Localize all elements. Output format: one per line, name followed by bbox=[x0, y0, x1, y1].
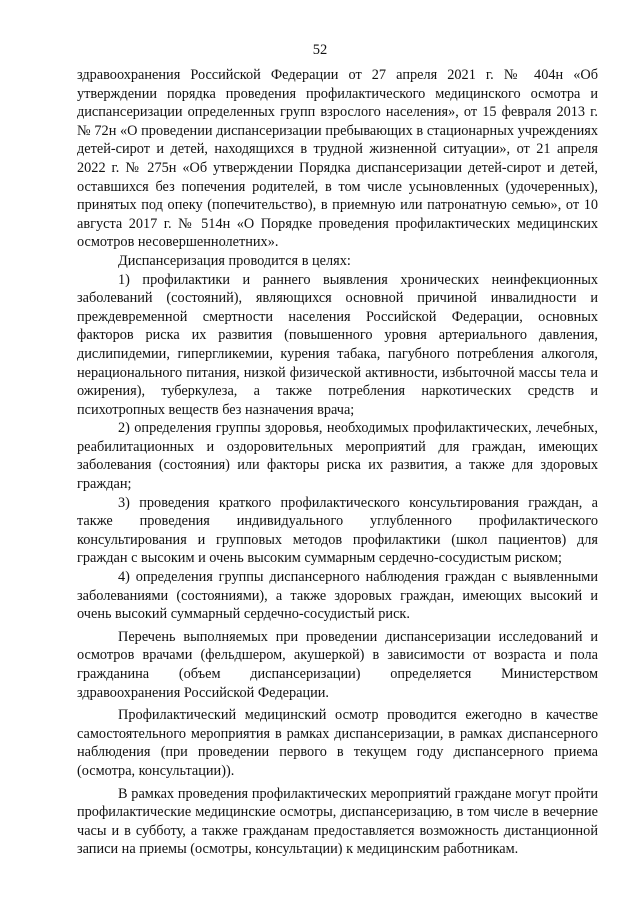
paragraph-examination-list: Перечень выполняемых при проведении диспансеризации исследований и осмотров врачами (фельдшером, акушеркой) в зависимости от возраста и пола гражданина (объем диспансеризации) определяется Министерством здравоохранения Российской Федерации. bbox=[77, 628, 598, 701]
paragraph-preventive-exam: Профилактический медицинский осмотр проводится ежегодно в качестве самостоятельного мероприятия в рамках диспансеризации, в рамках диспансерного наблюдения (при проведении первого в текущем году диспансерного приема (осмотра, консультации)). bbox=[77, 707, 598, 779]
document-body bbox=[77, 66, 598, 859]
paragraph-goal-4: 4) определения группы диспансерного наблюдения граждан с выявленными заболеваниями (состояниями), а также здоровых граждан, имеющих высокий и очень высокий суммарный сердечно-сосудистый риск. bbox=[77, 569, 598, 623]
paragraph-goal-1: 1) профилактики и раннего выявления хронических неинфекционных заболеваний (состояний), являющихся основной причиной инвалидности и преждевременной смертности населения Российской Федерации, основных факторов риска их развития (повышенного уровня артериального давления, дислипидемии, гипергликемии, курения табака, пагубного потребления алкоголя, нерационального питания, низкой физической активности, избыточной массы тела и ожирения), туберкулеза, а также потребления наркотических средств и психотропных веществ без назначения врача; bbox=[77, 271, 598, 418]
paragraph-dispensary-goals-intro: Диспансеризация проводится в целях: bbox=[118, 252, 351, 269]
paragraph-regulations-continuation: здравоохранения Российской Федерации от 27 апреля 2021 г. № 404н «Об утверждении порядка проведения профилактического медицинского осмотра и диспансеризации определенных групп взрослого населения», от 15 февраля 2013 г. № 72н «О проведении диспансеризации пребывающих в стационарных учреждениях детей-сирот и детей, находящихся в трудной жизненной ситуации», от 21 апреля 2022 г. № 275н «Об утверждении Порядка диспансеризации детей-сирот и детей, оставшихся без попечения родителей, в том числе усыновленных (удочеренных), принятых под опеку (попечительство), в приемную или патронатную семью», от 10 августа 2017 г. № 514н «О Порядке проведения профилактических медицинских осмотров несовершеннолетних». bbox=[77, 67, 598, 251]
paragraph-goal-2: 2) определения группы здоровья, необходимых профилактических, лечебных, реабилитационных и оздоровительных мероприятий для граждан, имеющих заболевания (состояния) или факторы риска их развития, а также для здоровых граждан; bbox=[77, 420, 598, 493]
paragraph-preventive-measures: В рамках проведения профилактических мероприятий граждане могут пройти профилактические медицинские осмотры, диспансеризацию, в том числе в вечерние часы и в субботу, а также гражданам предоставляется возможность дистанционной записи на приемы (осмотры, консультации) к медицинским работникам. bbox=[77, 785, 598, 858]
page-number: 52 bbox=[312, 42, 328, 58]
paragraph-goal-3: 3) проведения краткого профилактического консультирования граждан, а также проведения индивидуального углубленного профилактического консультирования и групповых методов профилактики (школ пациентов) для граждан с высоким и очень высоким суммарным сердечно-сосудистым риском; bbox=[77, 494, 598, 567]
